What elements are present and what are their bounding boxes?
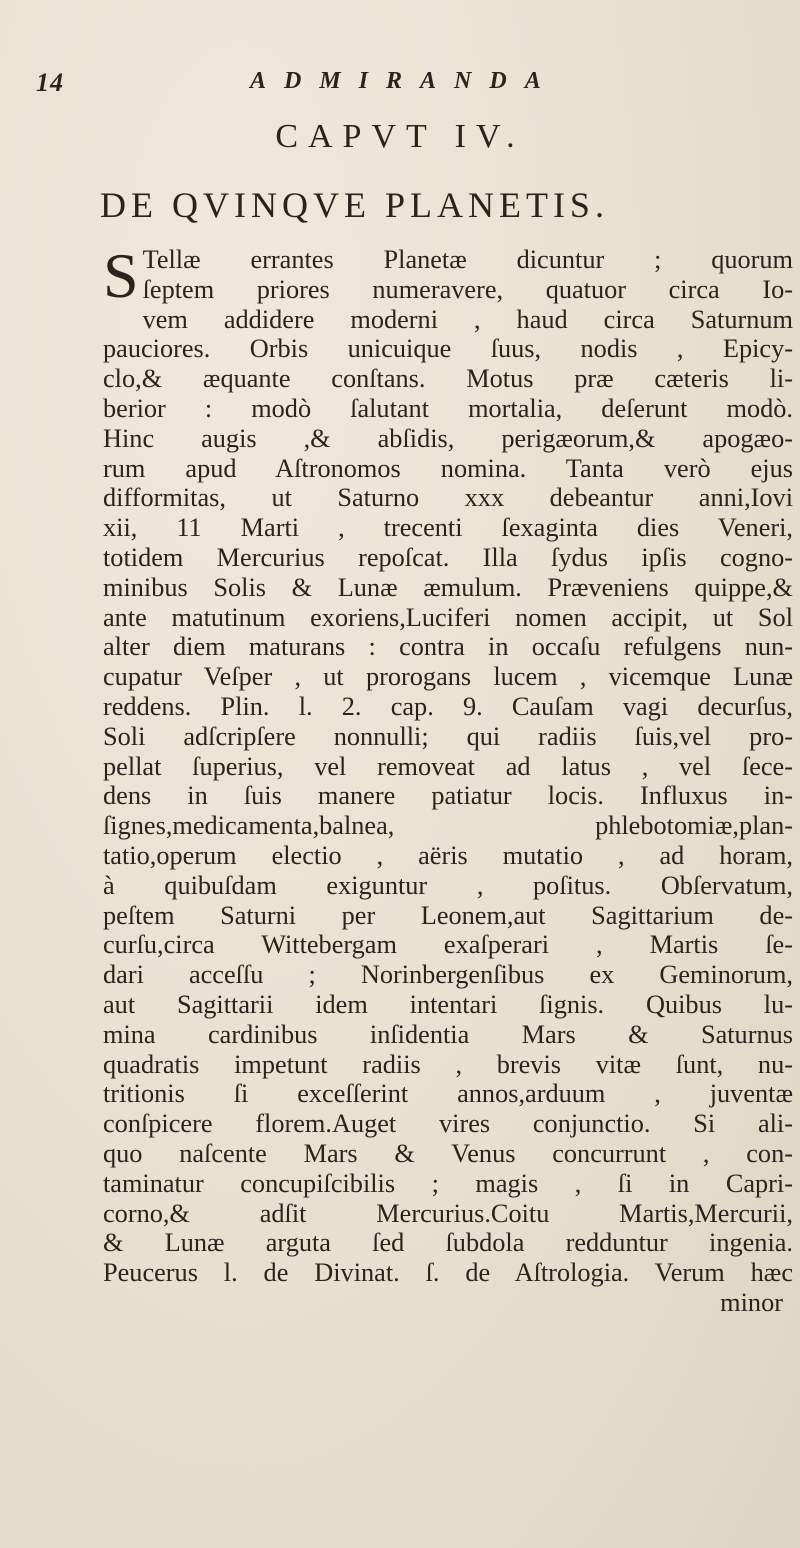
text-line: totidem Mercurius repoſcat. Illa ſydus ipſis cogno-	[103, 542, 793, 572]
text-line: ſeptem priores numeravere, quatuor circa Io-	[142, 274, 793, 304]
text-line: clo,& æquante conſtans. Motus præ cæteris li-	[103, 364, 793, 394]
running-title: ADMIRANDA	[250, 68, 559, 94]
text-line: ante matutinum exoriens,Luciferi nomen accipit, ut Sol	[103, 602, 793, 632]
text-line: dens in ſuis manere patiatur locis. Influxus in-	[103, 781, 793, 811]
text-line: pauciores. Orbis unicuique ſuus, nodis , Epicy-	[103, 334, 793, 364]
body-text	[103, 240, 793, 1318]
text-line: rum apud Aſtronomos nomina. Tanta verò ejus	[103, 453, 793, 483]
text-line: berior : modò ſalutant mortalia, deſerunt modò.	[103, 393, 793, 423]
text-line: corno,& adſit Mercurius.Coitu Martis,Mercurii,	[103, 1198, 793, 1228]
text-line: difformitas, ut Saturno xxx debeantur anni,Iovi	[103, 483, 793, 513]
drop-cap: S	[103, 240, 139, 311]
text-line: xii, 11 Marti , trecenti ſexaginta dies Veneri,	[103, 513, 793, 543]
text-line: Hinc augis ,& abſidis, perigæorum,& apogæo-	[103, 423, 793, 453]
text-line: conſpicere florem.Auget vires conjunctio. Si ali-	[103, 1109, 793, 1139]
text-line: reddens. Plin. l. 2. cap. 9. Cauſam vagi decurſus,	[103, 691, 793, 721]
text-line: pellat ſuperius, vel removeat ad latus , vel ſece-	[103, 751, 793, 781]
text-line: Tellæ errantes Planetæ dicuntur ; quorum	[142, 245, 793, 274]
text-line: Soli adſcripſere nonnulli; qui radiis ſuis,vel pro-	[103, 721, 793, 751]
text-line: Peucerus l. de Divinat. ſ. de Aſtrologia. Verum hæc	[103, 1258, 793, 1288]
text-line: mina cardinibus inſidentia Mars & Saturnus	[103, 1019, 793, 1049]
page-number: 14	[36, 68, 64, 97]
text-line: tritionis ſi exceſſerint annos,arduum , juventæ	[103, 1079, 793, 1109]
text-line: alter diem maturans : contra in occaſu refulgens nun-	[103, 632, 793, 662]
text-line: vem addidere moderni , haud circa Saturnum	[142, 304, 793, 334]
text-line: tatio,operum electio , aëris mutatio , ad horam,	[103, 840, 793, 870]
text-line: cupatur Veſper , ut prorogans lucem , vicemque Lunæ	[103, 662, 793, 692]
text-line: peſtem Saturni per Leonem,aut Sagittarium de-	[103, 900, 793, 930]
text-line: à quibuſdam exiguntur , poſitus. Obſervatum,	[103, 870, 793, 900]
text-line: minibus Solis & Lunæ æmulum. Præveniens quippe,&	[103, 572, 793, 602]
running-head	[0, 64, 800, 104]
text-line: minor	[720, 1287, 783, 1317]
text-line: aut Sagittarii idem intentari ſignis. Quibus lu-	[103, 989, 793, 1019]
text-line: ſignes,medicamenta,balnea, phlebotomiæ,plan-	[103, 811, 793, 841]
section-title: DE QVINQVE PLANETIS.	[100, 185, 609, 225]
text-line: quadratis impetunt radiis , brevis vitæ ſunt, nu-	[103, 1049, 793, 1079]
text-line: taminatur concupiſcibilis ; magis , ſi in Capri-	[103, 1168, 793, 1198]
text-line: quo naſcente Mars & Venus concurrunt , con-	[103, 1138, 793, 1168]
text-line: dari acceſſu ; Norinbergenſibus ex Geminorum,	[103, 960, 793, 990]
text-line: curſu,circa Wittebergam exaſperari , Martis ſe-	[103, 930, 793, 960]
chapter-heading: CAPVT IV.	[275, 118, 525, 155]
text-line: & Lunæ arguta ſed ſubdola redduntur ingenia.	[103, 1228, 793, 1258]
